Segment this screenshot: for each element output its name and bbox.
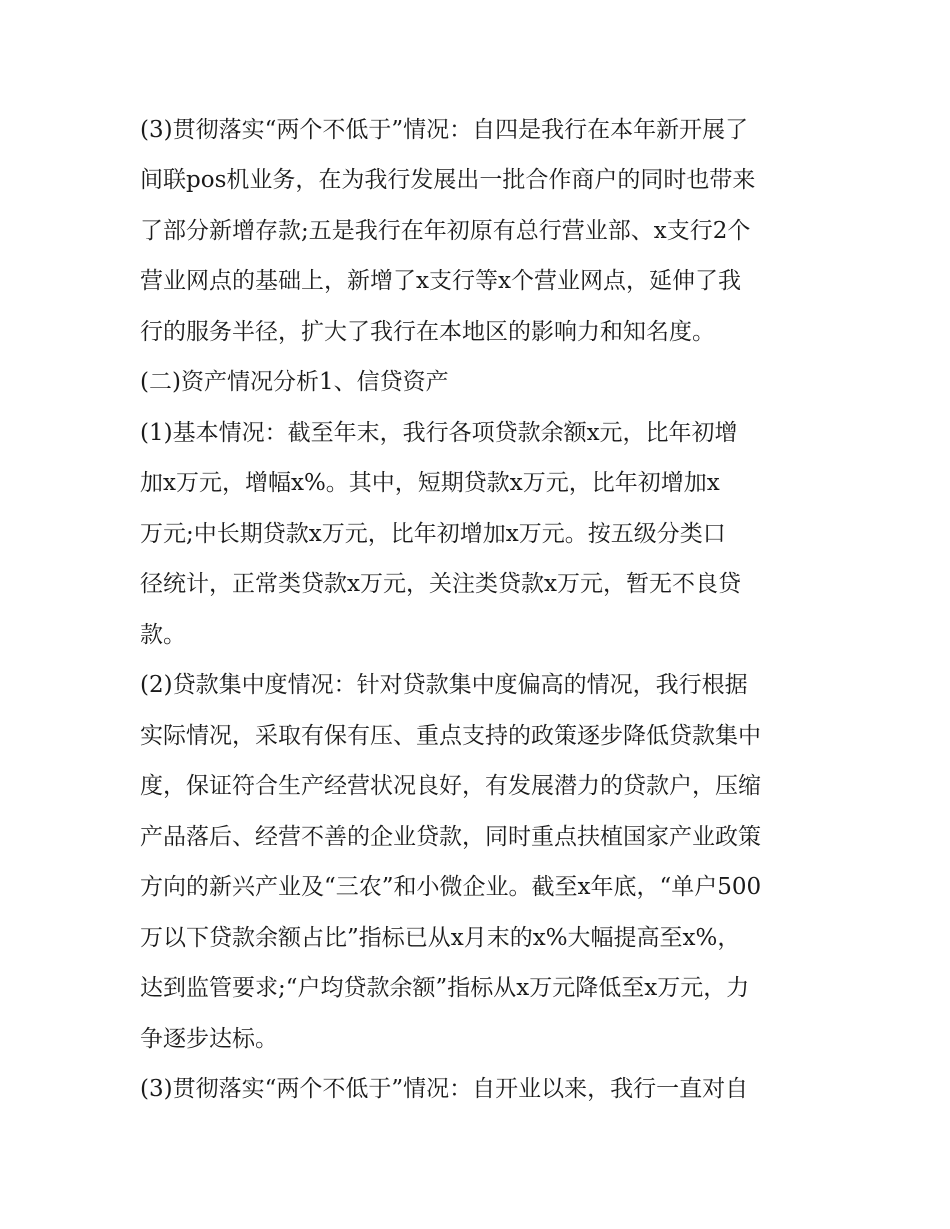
text-line-11: 款。 [140,622,186,648]
text-line-8: 加x万元，增幅x%。其中，短期贷款x万元，比年初增加x [140,470,720,496]
text-line-13: 实际情况，采取有保有压、重点支持的政策逐步降低贷款集中 [140,723,761,749]
text-line-12: (2)贷款集中度情况：针对贷款集中度偏高的情况，我行根据 [140,672,748,698]
text-line-16: 方向的新兴产业及“三农”和小微企业。截至x年底，“单户500 [140,874,762,900]
text-line-3: 了部分新增存款;五是我行在年初原有总行营业部、x支行2个 [140,218,751,244]
text-line-1: (3)贯彻落实“两个不低于”情况：自四是我行在本年新开展了 [140,117,749,143]
text-line-18: 达到监管要求;“户均贷款余额”指标从x万元降低至x万元，力 [140,975,750,1001]
text-line-14: 度，保证符合生产经营状况良好，有发展潜力的贷款户，压缩 [140,773,761,799]
text-line-2: 间联pos机业务，在为我行发展出一批合作商户的同时也带来 [140,167,756,193]
text-line-17: 万以下贷款余额占比”指标已从x月末的x%大幅提高至x%， [140,925,741,951]
text-line-4: 营业网点的基础上，新增了x支行等x个营业网点，延伸了我 [140,268,741,294]
text-line-5: 行的服务半径，扩大了我行在本地区的影响力和知名度。 [140,319,715,345]
section-heading: (二)资产情况分析1、信贷资产 [140,369,449,395]
text-line-7: (1)基本情况：截至年末，我行各项贷款余额x元，比年初增 [140,420,738,446]
text-line-10: 径统计，正常类贷款x万元，关注类贷款x万元，暂无不良贷 [140,571,741,597]
text-line-19: 争逐步达标。 [140,1026,278,1052]
text-line-20: (3)贯彻落实“两个不低于”情况：自开业以来，我行一直对自 [140,1076,749,1102]
text-line-9: 万元;中长期贷款x万元，比年初增加x万元。按五级分类口 [140,521,726,547]
text-line-15: 产品落后、经营不善的企业贷款，同时重点扶植国家产业政策 [140,824,761,850]
